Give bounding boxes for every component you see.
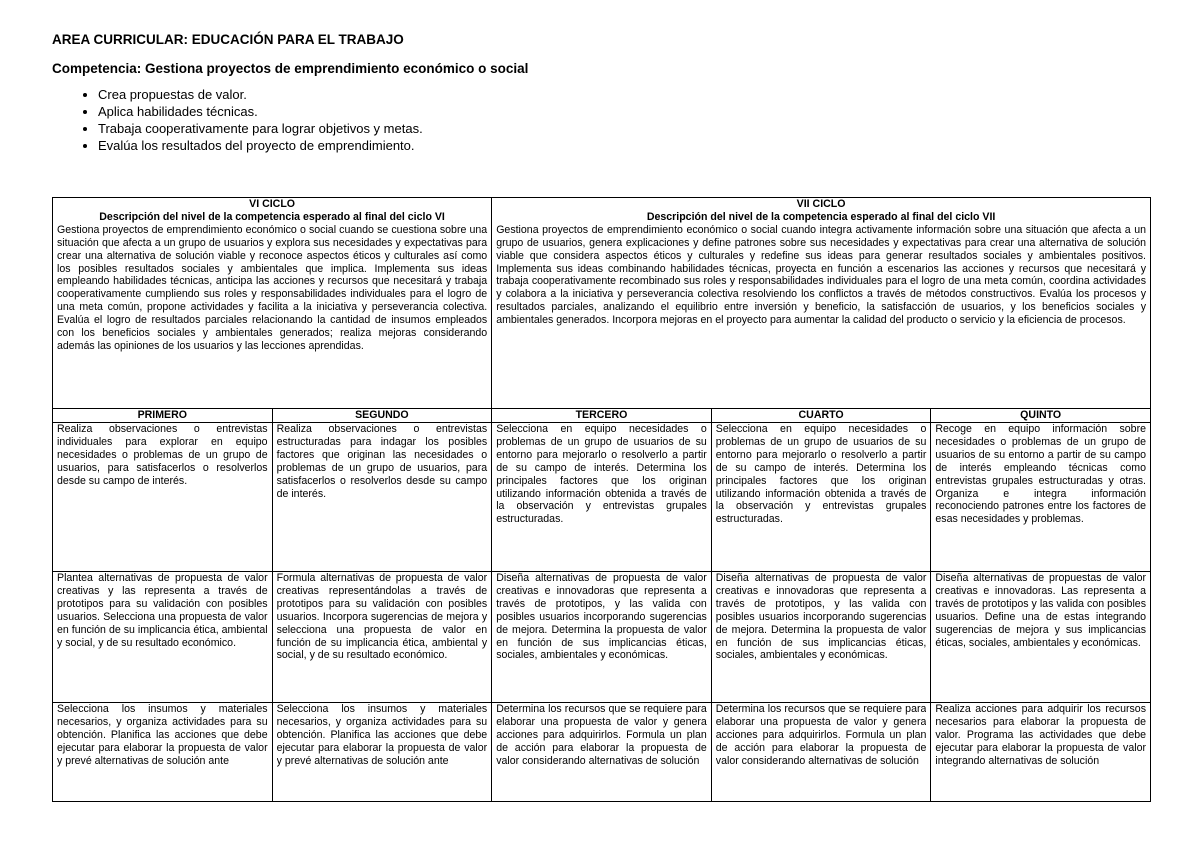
grades-header-row	[53, 409, 1151, 423]
table-cell: Diseña alternativas de propuestas de valor creativas e innovadoras. Las representa a través de prototipos y las valida con posibles usuarios. Define una de estas integrando sugerencias de mejora y sus implicancias éticas, sociales, ambientales y económicas.	[931, 572, 1151, 703]
table-cell: Diseña alternativas de propuesta de valor creativas e innovadoras que representa a través de prototipos, y las valida con posibles usuarios incorporando sugerencias de mejora. Determina la propuesta de valor en función de sus implicancias éticas, sociales, ambientales y económicas.	[711, 572, 931, 703]
table-row	[53, 423, 1151, 572]
ciclo-vii-subtitle: Descripción del nivel de la competencia esperado al final del ciclo VII	[646, 210, 996, 223]
table-cell: Recoge en equipo información sobre necesidades o problemas de un grupo de usuarios de su entorno a partir de su campo de interés empleando técnicas como entrevistas grupales estructuradas y otras. Organiza e integra información reconociendo patrones entre los factores de esas necesidades y problemas.	[931, 423, 1151, 572]
grade-header-primero: PRIMERO	[53, 409, 273, 423]
ciclo-vi-text: Gestiona proyectos de emprendimiento económico o social cuando se cuestiona sobre una situación que afecta a un grupo de usuarios y explora sus necesidades y expectativas para crear una alternativa de solución viable y reconoce aspectos éticos y culturales así como los posibles resultados sociales y ambientales que implica. Implementa sus ideas empleando habilidades técnicas, anticipa las acciones y recursos que necesitará y trabaja cooperativamente cumpliendo sus roles y responsabilidades individuales para el logro de una meta común, propone actividades y facilita a la iniciativa y perseverancia colectiva. Evalúa el logro de resultados parciales relacionando la cantidad de insumos empleados con los beneficios sociales y ambientales generados; realiza mejoras considerando además las opiniones de los usuarios y las lecciones aprendidas.	[57, 223, 488, 352]
capacidades-list	[52, 86, 1152, 154]
grade-header-segundo: SEGUNDO	[272, 409, 492, 423]
ciclo-vi-subtitle: Descripción del nivel de la competencia esperado al final del ciclo VI	[99, 210, 445, 223]
table-cell	[492, 703, 712, 802]
ciclo-vi-cell	[53, 198, 492, 409]
competency-table	[52, 197, 1151, 802]
cell-text: Determina los recursos que se requiere para elaborar una propuesta de valor y genera acciones para adquirirlos. Formula un plan de acción para elaborar la propuesta de valor considerando alternativas de solución	[715, 703, 927, 767]
cell-text: Selecciona los insumos y materiales necesarios, y organiza actividades para su obtención. Planifica las acciones que debe ejecutar para elaborar la propuesta de valor y prevé alternativas de solución ante	[57, 703, 268, 767]
table-cell: Formula alternativas de propuesta de valor creativas representándolas a través de prototipos para su validación con posibles usuarios. Incorpora sugerencias de mejora y selecciona una propuesta de valor en función de su implicancia ética, ambiental y social, y de su resultado económico.	[272, 572, 492, 703]
table-cell: Diseña alternativas de propuesta de valor creativas e innovadoras que representa a través de prototipos, y las valida con posibles usuarios incorporando sugerencias de mejora. Determina la propuesta de valor en función de sus implicancias éticas, sociales, ambientales y económicas.	[492, 572, 712, 703]
cycle-row	[53, 198, 1151, 409]
grade-header-tercero: TERCERO	[492, 409, 712, 423]
table-cell: Selecciona en equipo necesidades o problemas de un grupo de usuarios de su entorno para mejorarlo o resolverlo a partir de su campo de interés. Determina los principales factores que los originan utilizando información obtenida a través de la observación y entrevistas grupales estructuradas.	[711, 423, 931, 572]
competencia-title: Competencia: Gestiona proyectos de emprendimiento económico o social	[52, 61, 529, 76]
cell-text: Determina los recursos que se requiere para elaborar una propuesta de valor y genera acciones para adquirirlos. Formula un plan de acción para elaborar la propuesta de valor considerando alternativas de solución	[496, 703, 707, 767]
table-cell	[272, 703, 492, 802]
table-row	[53, 572, 1151, 703]
table-cell	[711, 703, 931, 802]
grade-header-quinto: QUINTO	[931, 409, 1151, 423]
table-cell	[53, 703, 273, 802]
document-page	[52, 28, 1152, 166]
ciclo-vii-title: VII CICLO	[796, 198, 846, 210]
ciclo-vi-title: VI CICLO	[249, 198, 296, 210]
ciclo-vii-cell	[492, 198, 1151, 409]
cell-text: Selecciona los insumos y materiales necesarios, y organiza actividades para su obtención. Planifica las acciones que debe ejecutar para elaborar la propuesta de valor y prevé alternativas de solución ante	[276, 703, 488, 767]
ciclo-vii-text: Gestiona proyectos de emprendimiento económico o social cuando integra activamente información sobre una situación que afecta a un grupo de usuarios, genera explicaciones y define patrones sobre sus necesidades y expectativas para crear una alternativa de solución viable que considera aspectos éticos y culturales y redefine sus ideas para generar resultados sociales y ambientales positivos. Implementa sus ideas combinando habilidades técnicas, proyecta en función a escenarios las acciones y recursos que necesitará y trabaja cooperativamente recombinado sus roles y responsabilidades individuales para el logro de una meta común, coordina actividades y colabora a la iniciativa y perseverancia colectiva resolviendo los conflictos a través de métodos constructivos. Evalúa los procesos y resultados parciales, analizando el equilibrio entre inversión y beneficio, la satisfacción de usuarios, y los beneficios sociales y ambientales generados. Incorpora mejoras en el proyecto para aumentar la calidad del producto o servicio y la eficiencia de procesos.	[496, 223, 1146, 327]
table-cell: Realiza observaciones o entrevistas individuales para explorar en equipo necesidades o problemas de un grupo de usuarios, para satisfacerlos o resolverlos desde su campo de interés.	[53, 423, 273, 572]
table-row	[53, 703, 1151, 802]
table-cell: Plantea alternativas de propuesta de valor creativas y las representa a través de prototipos para su validación con posibles usuarios. Selecciona una propuesta de valor en función de su implicancia ética, ambiental y social, y de su resultado económico.	[53, 572, 273, 703]
area-title: AREA CURRICULAR: EDUCACIÓN PARA EL TRABAJO	[52, 32, 404, 47]
capacidad-item: • Trabaja cooperativamente para lograr objetivos y metas.	[98, 120, 1152, 137]
table-cell: Selecciona en equipo necesidades o problemas de un grupo de usuarios de su entorno para mejorarlo o resolverlo a partir de su campo de interés. Determina los principales factores que los originan utilizando información obtenida a través de la observación y entrevistas grupales estructuradas.	[492, 423, 712, 572]
capacidad-item: • Evalúa los resultados del proyecto de emprendimiento.	[98, 137, 1152, 154]
capacidad-item: • Aplica habilidades técnicas.	[98, 103, 1152, 120]
cell-text: Realiza acciones para adquirir los recursos necesarios para elaborar la propuesta de valor. Programa las actividades que debe ejecutar para elaborar la propuesta de valor integrando alternativas de solución	[935, 703, 1146, 767]
table-cell: Realiza observaciones o entrevistas estructuradas para indagar los posibles factores que originan las necesidades o problemas de un grupo de usuarios, para satisfacerlos o resolverlos desde su campo de interés.	[272, 423, 492, 572]
grade-header-cuarto: CUARTO	[711, 409, 931, 423]
table-cell	[931, 703, 1151, 802]
capacidad-item: • Crea propuestas de valor.	[98, 86, 1152, 103]
